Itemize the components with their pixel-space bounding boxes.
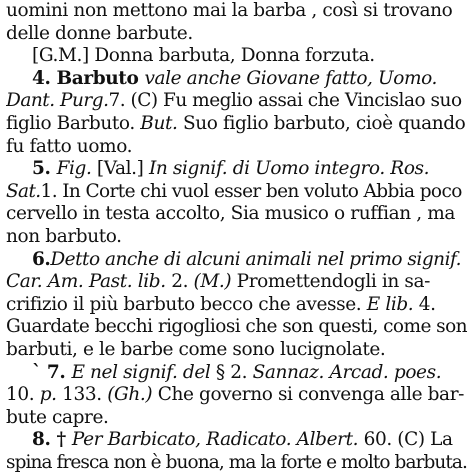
entry-4-heading bbox=[6, 68, 469, 91]
definition: E nel signif. del bbox=[71, 361, 211, 383]
text-line bbox=[6, 45, 469, 68]
text-run: 60. (C) La bbox=[358, 429, 453, 451]
text-run: crifizio il più barbuto becco che avesse. bbox=[6, 293, 367, 315]
text-line bbox=[6, 316, 469, 339]
text-run: [Val.] bbox=[91, 158, 149, 180]
definition: In signif. di Uomo integro. Ros. bbox=[148, 158, 430, 180]
text-run: § 2. bbox=[210, 361, 253, 383]
text-run: Promettendogli in sa- bbox=[231, 271, 430, 293]
sense-number: 4. Barbuto bbox=[32, 67, 145, 89]
label: Fig. bbox=[56, 158, 92, 180]
text-line bbox=[6, 90, 469, 113]
entry-7-heading bbox=[6, 362, 469, 385]
text-line bbox=[6, 23, 469, 46]
text-run: spina fresca non è buona, ma la forte e molto barbuta. bbox=[6, 451, 467, 473]
text-line bbox=[6, 452, 469, 474]
text-run: [G.M.] Donna barbuta, Donna forzuta. bbox=[32, 45, 375, 67]
text-line bbox=[6, 384, 469, 407]
definition: Detto anche di alcuni animali nel primo signif. bbox=[50, 248, 462, 270]
text-run: figlio Barbuto. bbox=[6, 112, 141, 134]
text-line bbox=[6, 226, 469, 249]
text-line bbox=[6, 181, 469, 204]
text-run: 4. bbox=[413, 293, 436, 315]
definition: vale anche Giovane fatto, Uomo. bbox=[144, 67, 437, 89]
text-run: delle donne barbute. bbox=[6, 22, 193, 44]
citation: (M.) bbox=[193, 271, 232, 293]
citation: E lib. bbox=[366, 293, 414, 315]
text-run: 7. (C) Fu meglio assai che Vincislao suo bbox=[108, 90, 462, 112]
citation: Sat. bbox=[6, 180, 41, 202]
text-run: non barbuto. bbox=[6, 225, 122, 247]
text-run: Suo figlio barbuto, cioè quando bbox=[177, 112, 466, 134]
text-run: 10. bbox=[6, 384, 40, 406]
text-run: 133. bbox=[56, 384, 108, 406]
text-line bbox=[6, 407, 469, 430]
entry-5-heading bbox=[6, 158, 469, 181]
entry-8-heading bbox=[6, 429, 469, 452]
text-line bbox=[6, 113, 469, 136]
text-run: barbuti, e le barbe come sono lucignolate. bbox=[6, 338, 386, 360]
definition: Per Barbicato, Radicato. Albert. bbox=[71, 429, 359, 451]
text-run: 1. In Corte chi vuol esser ben voluto Abbia poco bbox=[40, 180, 462, 202]
sense-number: ` 7. bbox=[32, 361, 72, 383]
citation: But. bbox=[140, 112, 178, 134]
text-line bbox=[6, 0, 469, 23]
sense-number: 8. † bbox=[32, 429, 72, 451]
text-run: cervello in testa accolto, Sia musico o ruffian , ma bbox=[6, 203, 455, 225]
text-line bbox=[6, 294, 469, 317]
text-run: uomini non mettono mai la barba , così si trovano bbox=[6, 0, 453, 21]
entry-6-heading bbox=[6, 249, 469, 272]
citation: Car. Am. Past. lib. bbox=[6, 271, 166, 293]
text-line bbox=[6, 271, 469, 294]
text-run: bute capre. bbox=[6, 406, 109, 428]
citation: p. bbox=[39, 384, 57, 406]
text-run: Che governo si convenga alle bar- bbox=[152, 384, 464, 406]
text-line bbox=[6, 339, 469, 362]
sense-number: 6. bbox=[32, 248, 51, 270]
sense-number: 5. bbox=[32, 158, 57, 180]
citation: Dant. Purg. bbox=[6, 90, 109, 112]
text-line bbox=[6, 136, 469, 159]
text-run: 2. bbox=[165, 271, 194, 293]
text-run: fu fatto uomo. bbox=[6, 135, 133, 157]
citation: (Gh.) bbox=[107, 384, 153, 406]
text-line bbox=[6, 203, 469, 226]
text-run: Guardate becchi rigogliosi che son questi, come son bbox=[6, 316, 467, 338]
citation: Sannaz. Arcad. poes. bbox=[252, 361, 442, 383]
